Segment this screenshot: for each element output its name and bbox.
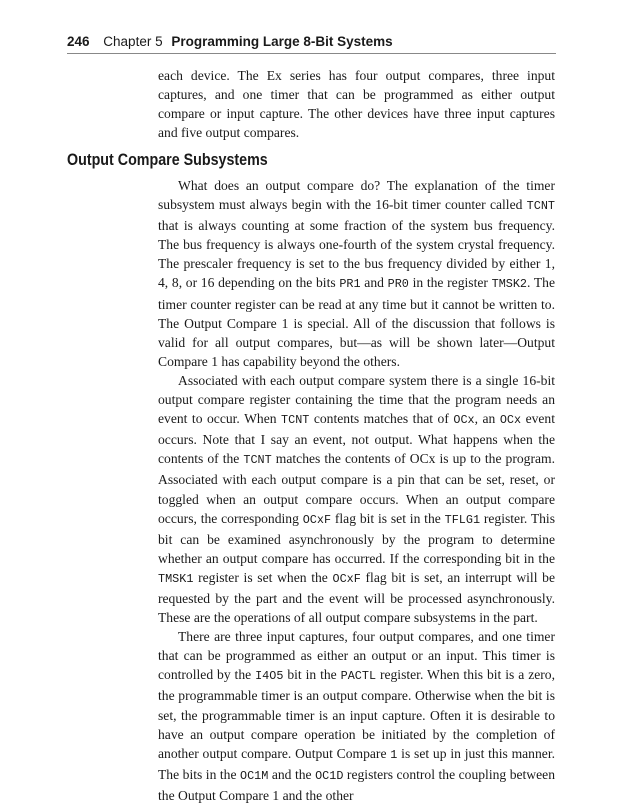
intro-paragraph: each device. The Ex series has four output compares, three input captures, and one timer that can be programmed as either output compare or input capture. The other devices have three input captures and five output compares. — [158, 68, 555, 141]
body-paragraph — [158, 627, 555, 805]
body-paragraph — [158, 176, 555, 371]
register-name: 1 — [390, 747, 398, 762]
text-run: register. This bit can be examined asynchronously by the program to determine whether an output compare has occurred. If the corresponding bit in the — [158, 510, 556, 566]
chapter-title: Programming Large 8-Bit Systems — [171, 34, 393, 49]
text-run: in the register — [408, 275, 492, 291]
register-name: OCxF — [332, 571, 361, 586]
body-paragraph — [158, 371, 555, 627]
text-run: and — [360, 275, 388, 291]
text-run: Associated with each output compare system there is a single 16-bit output compare register containing the time that the program needs an event to occur. When — [158, 372, 555, 427]
chapter-label: Chapter 5 — [103, 34, 163, 49]
register-name: I4O5 — [255, 669, 284, 684]
running-head — [67, 33, 556, 54]
text-run: is set up in just this manner. The bits in the — [158, 745, 555, 782]
register-name: TMSK1 — [158, 571, 194, 586]
text-run: What does an output compare do? The explanation of the timer subsystem must always begin with the 16-bit timer counter called — [158, 178, 555, 213]
register-name: TMSK2 — [491, 277, 528, 292]
register-name: TCNT — [281, 413, 310, 428]
register-name: OC1D — [315, 768, 344, 783]
register-name: OCx — [499, 413, 522, 428]
register-name: PR1 — [339, 277, 361, 292]
text-run: , an — [474, 411, 500, 427]
text-run: flag bit is set, an interrupt will be requested by the part and the event will be processed asynchronously. These are the operations of all output compare subsystems in the part. — [158, 569, 556, 626]
text-run: contents matches that of — [309, 411, 454, 427]
text-run: There are three input captures, four output compares, and one timer that can be programmed as either an output or an input. This timer is controlled by the — [158, 629, 555, 683]
register-name: OC1M — [240, 768, 269, 783]
register-name: OCxF — [302, 512, 332, 527]
text-run: bit in the — [283, 667, 341, 683]
text-run: matches the contents of OCx is up to the program. Associated with each output compare is a pin that can be set, reset, or toggled when an output compare occurs. When an output compare occurs, the corresponding — [158, 451, 555, 526]
text-run: register is set when the — [193, 569, 333, 585]
page-number: 246 — [67, 34, 90, 49]
section-body — [158, 176, 555, 805]
text-run: event occurs. Note that I say an event, not output. What happens when the contents of the — [158, 411, 556, 467]
text-run: flag bit is set in the — [331, 510, 445, 526]
text-run: and the — [268, 766, 316, 782]
register-name: TCNT — [243, 453, 272, 468]
text-run: register. When this bit is a zero, the programmable timer is an output compare. Otherwise when the bit is set, the programmable timer is an input capture. Often it is desirable to have an output compare operation be initiated by the completion of another output compare. Output Compare — [158, 667, 555, 761]
register-name: TFLG1 — [444, 512, 481, 527]
section-heading: Output Compare Subsystems — [67, 150, 268, 169]
register-name: OCx — [453, 413, 475, 428]
register-name: PR0 — [387, 277, 409, 292]
text-run: registers control the coupling between the Output Compare 1 and the other — [158, 766, 555, 803]
register-name: PACTL — [340, 669, 377, 684]
register-name: TCNT — [526, 199, 555, 214]
text-run: . The timer counter register can be read at any time but it cannot be written to. The Output Compare 1 is special. All of the discussion that follows is valid for all output compares, but—as will be shown later—Output Compare 1 has capability beyond the others. — [158, 275, 555, 369]
text-run: that is always counting at some fraction of the system bus frequency. The bus frequency is always one-fourth of the system crystal frequency. The prescaler frequency is set to the bus frequency divided by either 1, 4, 8, or 16 depending on the bits — [158, 218, 555, 291]
